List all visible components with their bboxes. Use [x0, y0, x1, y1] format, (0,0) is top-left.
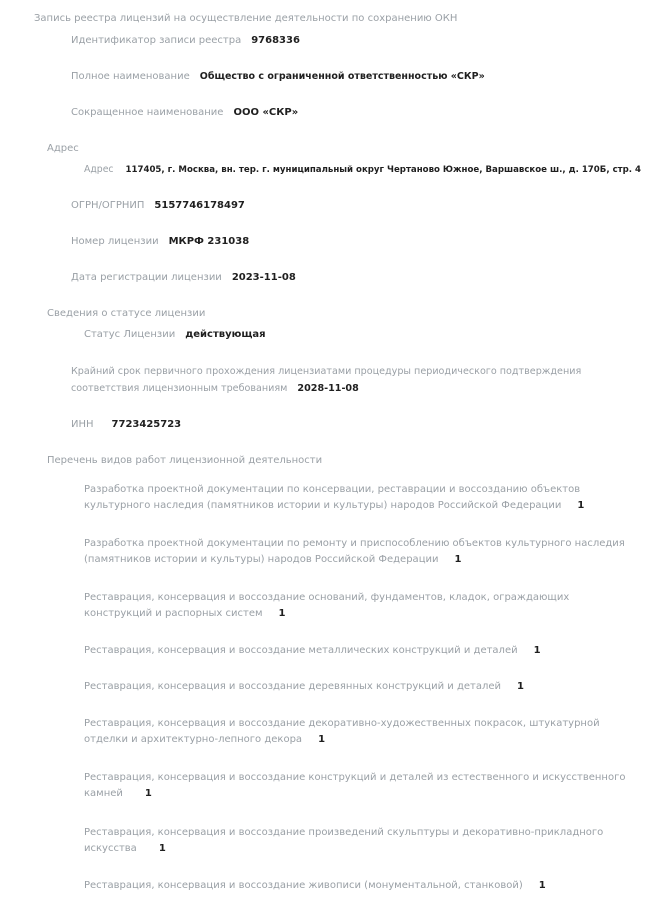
work-item-name: Реставрация, консервация и воссоздание оснований, фундаментов, кладок, ограждающих конструкций и распорных систем — [84, 592, 570, 619]
work-item — [84, 590, 629, 622]
work-item — [84, 716, 629, 748]
address-value: 117405, г. Москва, вн. тер. г. муниципальный округ Чертаново Южное, Варшавское ш., д. 170Б, стр. 4 — [125, 165, 642, 175]
work-item-value: 1 — [533, 645, 541, 656]
record-id-label: Идентификатор записи реестра — [71, 35, 242, 46]
status-label: Статус Лицензии — [84, 329, 176, 340]
work-item-value: 1 — [278, 608, 286, 619]
record-id-row — [71, 33, 300, 48]
work-item-name: Реставрация, консервация и воссоздание декоративно-художественных покрасок, штукатурной отделки и архитектурно-лепного декора — [84, 718, 600, 745]
address-label: Адрес — [84, 164, 114, 175]
short-name-label: Сокращенное наименование — [71, 107, 224, 118]
short-name-row — [71, 105, 298, 120]
work-item-value: 1 — [158, 843, 166, 854]
ogrn-row — [71, 198, 245, 213]
work-item-name: Разработка проектной документации по консервации, реставрации и воссозданию объектов культурного наследия (памятников истории и культуры) народов Российской Федерации — [84, 484, 581, 511]
registration-date-label: Дата регистрации лицензии — [71, 272, 222, 283]
address-section-title: Адрес — [47, 143, 79, 154]
work-item-name: Реставрация, консервация и воссоздание произведений скульптуры и декоративно-прикладного искусства — [84, 827, 604, 854]
ogrn-value: 5157746178497 — [154, 200, 245, 211]
work-item-value: 1 — [577, 500, 585, 511]
inn-label: ИНН — [71, 419, 94, 430]
license-number-row — [71, 234, 249, 249]
deadline-label: Крайний срок первичного прохождения лицензиатами процедуры периодического подтверждения соответствия лицензионным требованиям — [71, 366, 582, 394]
work-item-value: 1 — [454, 554, 462, 565]
inn-row — [71, 417, 181, 432]
inn-value: 7723425723 — [111, 419, 182, 430]
work-item — [84, 643, 629, 659]
deadline-value: 2028-11-08 — [297, 383, 359, 394]
deadline-row — [71, 363, 643, 397]
page-title: Запись реестра лицензий на осуществление деятельности по сохранению ОКН — [34, 13, 458, 24]
work-item — [84, 482, 629, 514]
work-item — [84, 770, 629, 802]
work-item-name: Реставрация, консервация и воссоздание живописи (монументальной, станковой) — [84, 880, 523, 891]
work-item-name: Реставрация, консервация и воссоздание деревянных конструкций и деталей — [84, 681, 502, 692]
license-number-label: Номер лицензии — [71, 236, 159, 247]
full-name-row — [71, 69, 485, 84]
work-item-value: 1 — [538, 880, 546, 891]
work-item-name: Реставрация, консервация и воссоздание металлических конструкций и деталей — [84, 645, 518, 656]
work-item-value: 1 — [318, 734, 326, 745]
ogrn-label: ОГРН/ОГРНИП — [71, 200, 145, 211]
full-name-label: Полное наименование — [71, 71, 190, 82]
record-id-value: 9768336 — [251, 35, 300, 46]
registration-date-value: 2023-11-08 — [231, 272, 296, 283]
work-item-name: Разработка проектной документации по ремонту и приспособлению объектов культурного наследия (памятников истории и культуры) народов Российской Федерации — [84, 538, 625, 565]
status-value: действующая — [185, 329, 266, 340]
work-item-value: 1 — [517, 681, 524, 692]
address-row — [84, 162, 641, 178]
work-item-name: Реставрация, консервация и воссоздание конструкций и деталей из естественного и искусственного камней — [84, 772, 626, 799]
work-item — [84, 878, 629, 894]
full-name-value: Общество с ограниченной ответственностью «СКР» — [199, 71, 485, 82]
status-section-title: Сведения о статусе лицензии — [47, 308, 206, 319]
work-item — [84, 536, 629, 568]
work-item — [84, 825, 629, 857]
works-section-title: Перечень видов работ лицензионной деятельности — [47, 455, 323, 466]
registration-date-row — [71, 270, 296, 285]
license-number-value: МКРФ 231038 — [168, 236, 250, 247]
short-name-value: ООО «СКР» — [233, 107, 299, 118]
work-item-value: 1 — [144, 788, 152, 799]
work-item — [84, 679, 629, 695]
status-row — [84, 327, 266, 342]
